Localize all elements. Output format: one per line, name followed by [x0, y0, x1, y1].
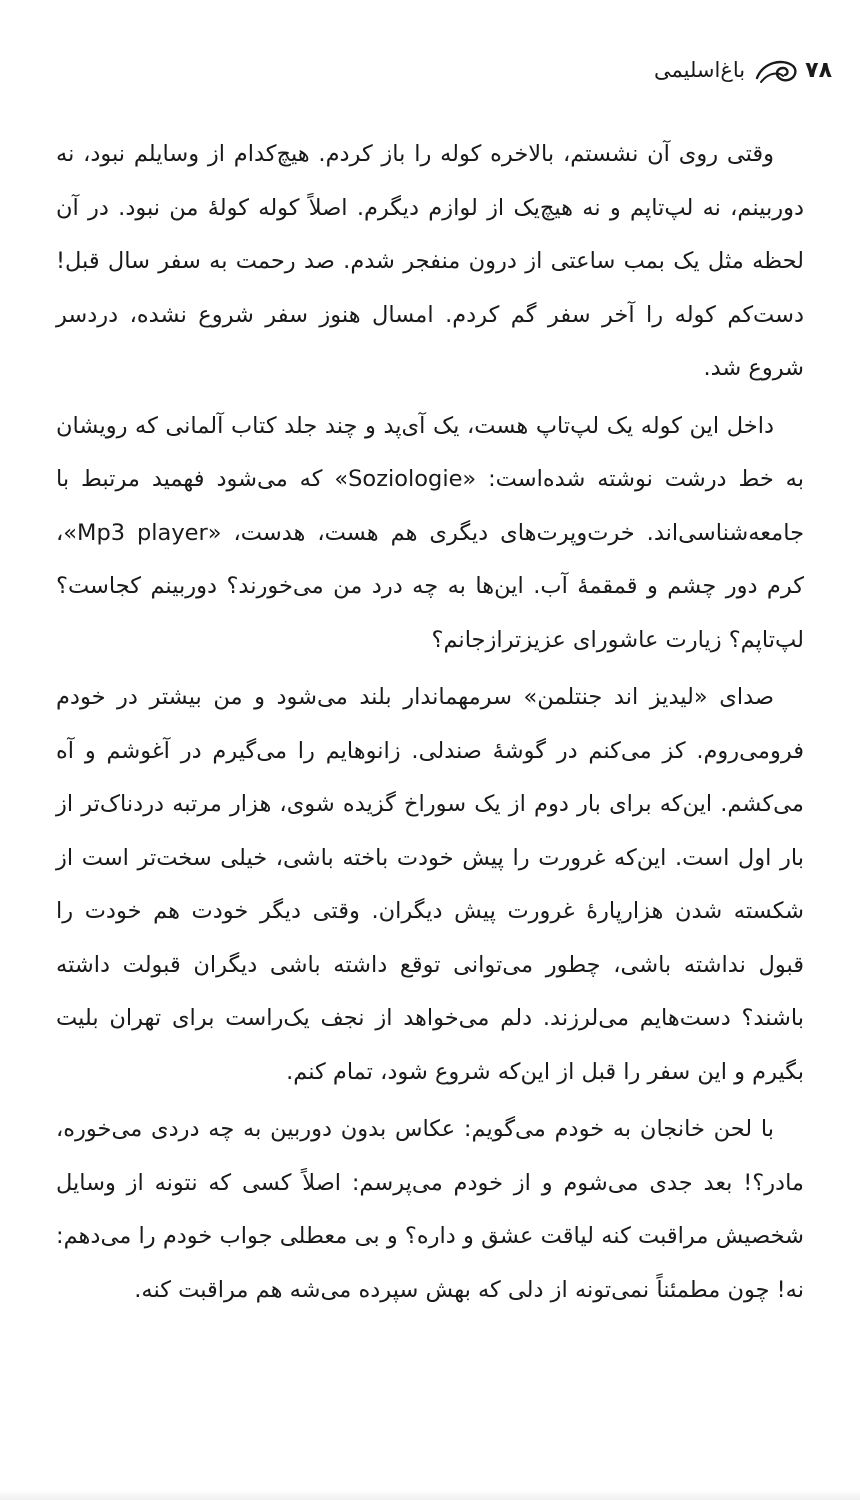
swirl-ornament-icon [753, 52, 801, 88]
page-header [654, 52, 832, 88]
paragraph-1: وقتی روی آن نشستم، بالاخره کوله را باز کردم. هیچ‌کدام از وسایلم نبود، نه دوربینم، نه لپ‌تاپم و نه هیچ‌یک از لوازم دیگرم. اصلاً کوله کولهٔ من نبود. در آن لحظه مثل یک بمب ساعتی از درون منفجر شدم. صد رحمت به سفر سال قبل! دست‌کم کوله را آخر سفر گم کردم. امسال هنوز سفر شروع نشده، دردسر شروع شد. [56, 141, 804, 381]
paragraph-4: با لحن خانجان به خودم می‌گویم: عکاس بدون دوربین به چه دردی می‌خوره، مادر؟! بعد جدی می‌شوم و از خودم می‌پرسم: اصلاً کسی که نتونه از وسایل شخصیش مراقبت کنه لیاقت عشق و داره؟ و بی معطلی جواب خودم را می‌دهم: نه! چون مطمئناً نمی‌تونه از دلی که بهش سپرده می‌شه هم مراقبت کنه. [56, 1116, 804, 1303]
paragraph-3: صدای «لیدیز اند جنتلمن» سرمهماندار بلند می‌شود و من بیشتر در خودم فرومی‌روم. کز می‌کنم در گوشهٔ صندلی. زانوهایم را می‌گیرم در آغوشم و آه می‌کشم. این‌که برای بار دوم از یک سوراخ گزیده شوی، هزار مرتبه دردناک‌تر از بار اول است. این‌که غرورت را پیش خودت باخته باشی، خیلی سخت‌تر است از شکسته شدن هزارپارهٔ غرورت پیش دیگران. وقتی دیگر خودت هم خودت را قبول نداشته باشی، چطور می‌توانی توقع داشته باشی دیگران قبولت داشته باشند؟ دست‌هایم می‌لرزند. دلم می‌خواهد از نجف یک‌راست برای تهران بلیت بگیرم و این سفر را قبل از این‌که شروع شود، تمام کنم. [56, 684, 804, 1085]
page-number: ۷۸ [805, 57, 832, 83]
paragraph-2: داخل این کوله یک لپ‌تاپ هست، یک آی‌پد و چند جلد کتاب آلمانی که رویشان به خط درشت نوشته شده‌است: «Soziologie» که می‌شود فهمید مرتبط با جامعه‌شناسی‌اند. خرت‌وپرت‌های دیگری هم هست، هدست، «Mp3 player»، کرم دور چشم و قمقمهٔ آب. این‌ها به چه درد من می‌خورند؟ دوربینم کجاست؟ لپ‌تاپم؟ زیارت عاشورای عزیزترازجانم؟ [56, 412, 804, 653]
body-text [56, 128, 804, 1317]
page-edge [0, 1490, 860, 1500]
book-title: باغ‌اسلیمی [654, 58, 746, 82]
